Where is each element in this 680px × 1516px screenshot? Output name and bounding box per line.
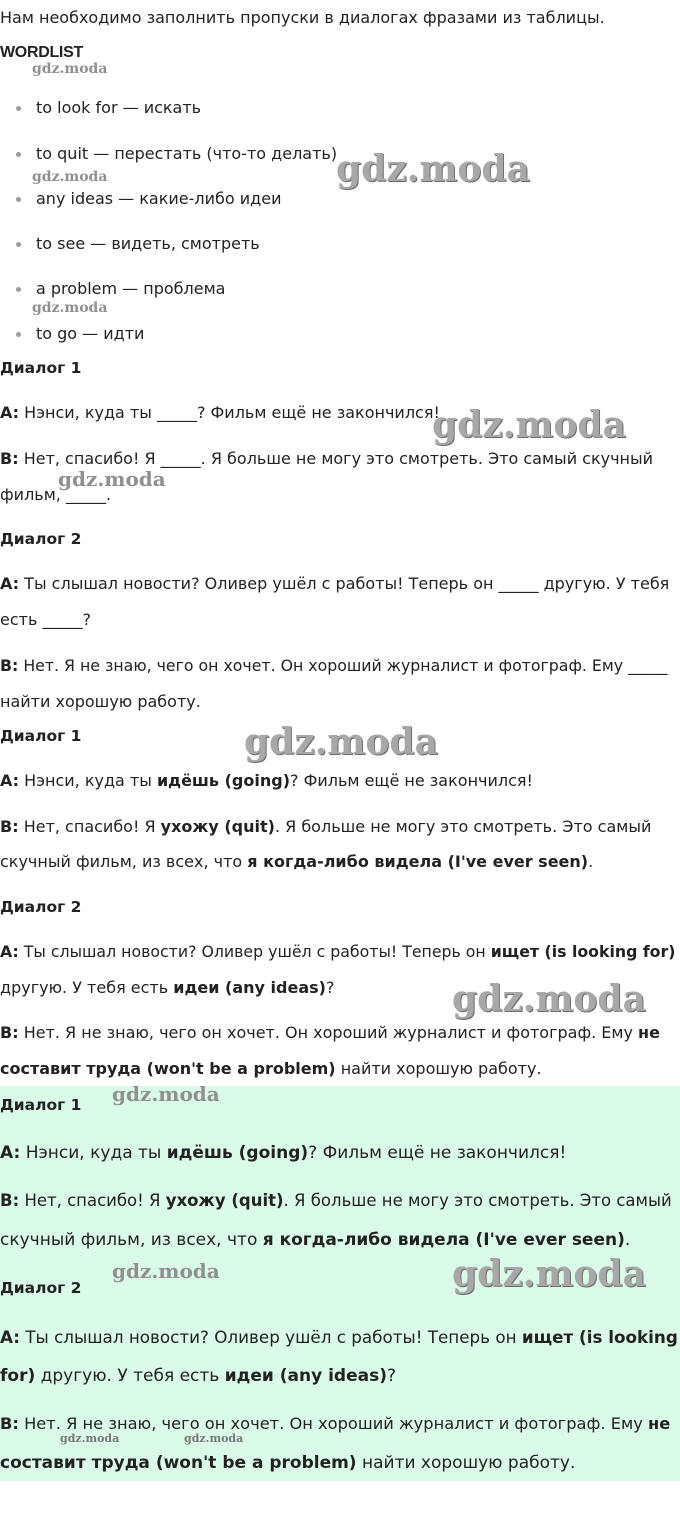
watermark-logo: gdz.moda [184,1432,244,1445]
dialog-line [0,1023,660,1042]
dialog-line [0,449,653,468]
watermark-logo: gdz.moda [452,978,646,1020]
dialog-line-cont: найти хорошую работу. [0,692,201,711]
speaker-label: A: [0,574,20,593]
dialog-line-cont: фильм, _____. [0,485,112,504]
answer-phrase: for) [0,1366,36,1386]
bullet-icon [16,197,21,202]
wordlist-item: any ideas — какие-либо идеи [36,189,282,208]
dialog-line [0,656,667,675]
answer-phrase: ищет (is looking [521,1327,678,1347]
speaker-label: A: [0,403,20,422]
answer-phrase: не [648,1414,671,1433]
line-text: Нет. Я не знаю, чего он хочет. Он хороший журналист и фотограф. Ему [24,1414,649,1433]
answer-phrase: составит труда (won't be a problem) [0,1453,357,1473]
wordlist-item: to quit — перестать (что-то делать) [36,144,338,163]
line-text: скучный фильм, из всех, что [0,1230,263,1250]
dialog-heading: Диалог 2 [0,1279,82,1297]
line-text: Нэнси, куда ты [25,1143,167,1163]
answer-phrase: идеи (any ideas) [173,978,326,997]
dialog-line [0,1191,672,1210]
intro-text: Нам необходимо заполнить пропуски в диалогах фразами из таблицы. [0,8,605,27]
dialog-line [0,942,675,961]
watermark-logo: gdz.moda [58,467,166,491]
line-text: ? Фильм ещё не закончился! [290,771,533,790]
speaker-label: A: [0,1143,21,1163]
speaker-label: B: [0,1414,19,1433]
line-text: Нет, спасибо! Я [23,817,161,836]
wordlist-item: to go — идти [36,324,145,343]
watermark-logo: gdz.moda [60,1432,120,1445]
watermark-logo: gdz.moda [244,721,438,763]
answer-phrase: ищет (is looking for) [490,942,676,961]
dialog-line-cont [0,1366,396,1386]
speaker-label: A: [0,942,19,961]
speaker-label: B: [0,1191,20,1210]
answer-phrase: ухожу (quit) [165,1191,284,1210]
watermark-logo: gdz.moda [336,148,530,190]
answer-phrase: не [638,1023,660,1042]
line-text: Ты слышал новости? Оливер ушёл с работы! Теперь он [25,1327,522,1347]
wordlist-item: to see — видеть, смотреть [36,234,260,253]
bullet-icon [16,287,21,292]
line-text: Нет, спасибо! Я _____. Я больше не могу это смотреть. Это самый скучный [23,449,654,468]
dialog-line-cont [0,1453,575,1473]
dialog-heading: Диалог 2 [0,898,82,916]
dialog-line-cont: есть _____? [0,610,91,629]
line-text: Нет. Я не знаю, чего он хочет. Он хороший журналист и фотограф. Ему _____ [23,656,668,675]
line-text: . Я больше не могу это смотреть. Это самый [274,817,652,836]
watermark-logo: gdz.moda [432,404,626,446]
speaker-label: A: [0,1327,20,1347]
dialog-line [0,817,651,836]
speaker-label: A: [0,771,20,790]
answer-phrase: идёшь (going) [166,1143,309,1163]
answer-phrase: ухожу (quit) [160,817,275,836]
line-text: Нэнси, куда ты _____? Фильм ещё не закончился! [24,403,440,422]
line-text: Ты слышал новости? Оливер ушёл с работы! Теперь он _____ другую. У тебя [24,574,670,593]
line-text: Нэнси, куда ты [24,771,157,790]
speaker-label: B: [0,1023,19,1042]
dialog-line [0,1143,566,1163]
dialog-line [0,771,533,790]
line-text: Нет. Я не знаю, чего он хочет. Он хороший журналист и фотограф. Ему [23,1023,639,1042]
dialog-line-cont [0,852,593,871]
line-text: . Я больше не могу это смотреть. Это самый [283,1191,672,1210]
watermark-logo: gdz.moda [32,61,108,77]
dialog-line-cont [0,1059,542,1078]
watermark-logo: gdz.moda [112,1082,220,1106]
line-text: ? [386,1366,396,1386]
dialog-heading: Диалог 1 [0,359,82,377]
dialog-line-cont [0,978,334,997]
answer-phrase: я когда-либо видела (I've ever seen) [247,852,589,871]
line-text: найти хорошую работу. [335,1059,542,1078]
answer-phrase: идеи (any ideas) [224,1366,387,1386]
answer-phrase: идёшь (going) [156,771,290,790]
line-text: Ты слышал новости? Оливер ушёл с работы! Теперь он [23,942,491,961]
watermark-logo: gdz.moda [452,1253,646,1295]
speaker-label: B: [0,449,19,468]
line-text: скучный фильм, из всех, что [0,852,248,871]
bullet-icon [16,242,21,247]
dialog-heading: Диалог 2 [0,530,82,548]
line-text: другую. У тебя есть [35,1366,225,1386]
line-text: найти хорошую работу. [356,1453,576,1473]
line-text: . [588,852,594,871]
wordlist-item: to look for — искать [36,98,202,117]
bullet-icon [16,106,21,111]
dialog-line-cont [0,1230,630,1250]
dialog-line [0,1327,678,1347]
line-text: другую. У тебя есть [0,978,174,997]
wordlist-title: WORDLIST [0,44,83,61]
answer-phrase: составит труда (won't be a problem) [0,1059,336,1078]
dialog-line [0,1414,670,1433]
wordlist-item: a problem — проблема [36,279,226,298]
watermark-logo: gdz.moda [112,1259,220,1283]
dialog-line [0,403,440,422]
speaker-label: B: [0,656,19,675]
line-text: ? Фильм ещё не закончился! [308,1143,567,1163]
line-text: ? [325,978,335,997]
line-text: . [624,1230,631,1250]
watermark-logo: gdz.moda [32,300,108,316]
bullet-icon [16,332,21,337]
dialog-line [0,574,669,593]
answer-phrase: я когда-либо видела (I've ever seen) [262,1230,625,1250]
speaker-label: B: [0,817,19,836]
watermark-logo: gdz.moda [32,169,108,185]
bullet-icon [16,152,21,157]
dialog-heading: Диалог 1 [0,727,82,745]
dialog-heading: Диалог 1 [0,1096,82,1114]
line-text: Нет, спасибо! Я [24,1191,166,1210]
